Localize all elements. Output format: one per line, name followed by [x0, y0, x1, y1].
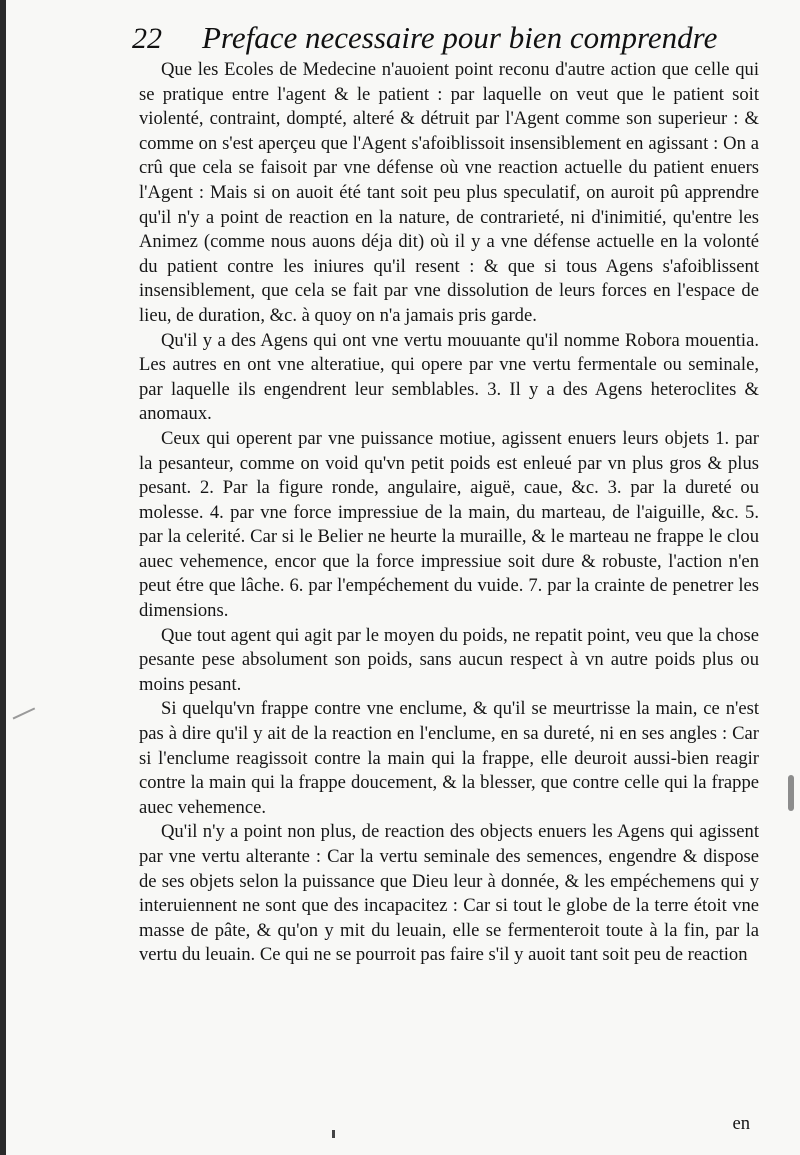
margin-mark [788, 775, 794, 811]
paragraph: Qu'il y a des Agens qui ont vne vertu mouuante qu'il nomme Robora mouentia. Les autres en ont vne alteratiue, qui opere par vne vertu fermentale ou seminale, par laquelle ils engendrent leur semblables. 3. Il y a des Agens heteroclites & anomaux. [139, 329, 759, 425]
running-head: Preface necessaire pour bien comprendre [202, 20, 718, 55]
body-text [139, 58, 759, 968]
page-header [124, 14, 764, 58]
margin-mark [13, 707, 40, 728]
paragraph: Qu'il n'y a point non plus, de reaction des objects enuers les Agens qui agissent par vne vertu alterante : Car la vertu seminale des semences, engendre & dispose de ses objets selon la puissance que Dieu leur à donnée, & les empéchemens qui y interuiennent ne sont que des incapacitez : Car si tout le globe de la terre étoit vne masse de pâte, & qu'on y mit du leuain, elle se fermenteroit toute à la fin, par la vertu du leuain. Ce qui ne se pourroit pas faire s'il y auoit tant soit peu de reaction [139, 821, 759, 966]
paragraph: Que tout agent qui agit par le moyen du poids, ne repatit point, veu que la chose pesante pese absolument son poids, sans aucun respect à vn autre poids plus ou moins pesant. [139, 624, 759, 695]
paragraph: Si quelqu'vn frappe contre vne enclume, & qu'il se meurtrisse la main, ce n'est pas à dire qu'il y ait de la reaction en l'enclume, en sa dureté, ni en ses angles : Car si l'enclume reagissoit contre la main qui la frappe, elle deuroit aussi-bien reagir contre la main qui la frappe doucement, & la blesser, que contre celle qui la frappe auec vehemence. [139, 698, 759, 818]
paragraph: Que les Ecoles de Medecine n'auoient point reconu d'autre action que celle qui se pratique entre l'agent & le patient : par laquelle on veut que le patient soit violenté, contraint, dompté, alteré & détruit par l'Agent comme son superieur : & comme on s'est aperçeu que l'Agent s'afoiblissoit insensiblement en agissant : On a crû que cela se faisoit par vne défense où vne reaction actuelle du patient enuers l'Agent : Mais si on auoit été tant soit peu plus speculatif, on auroit pû apprendre qu'il n'y a point de reaction en la nature, de contrarieté, ni d'inimitié, qu'entre les Animez (comme nous auons déja dit) où il y a vne défense actuelle en la volonté du patient contre les iniures qu'il resent : & que si tous Agens s'afoiblissent insensiblement, que cela se fait par vne dissolution de leurs forces en l'espace de lieu, de duration, &c. à quoy on n'a jamais pris garde. [139, 59, 759, 326]
margin-mark [332, 1130, 335, 1138]
paragraph: Ceux qui operent par vne puissance motiue, agissent enuers leurs objets 1. par la pesanteur, comme on void qu'vn petit poids est enleué par vn plus gros & plus pesant. 2. Par la figure ronde, angulaire, aiguë, caue, &c. 3. par la dureté ou molesse. 4. par vne force impressiue de la main, du marteau, de l'aiguille, &c. 5. par la celerité. Car si le Belier ne heurte la muraille, & le marteau ne frappe le clou auec vehemence, encor que la force impressiue soit dure & robuste, l'action n'en peut étre que lâche. 6. par l'empéchement du vuide. 7. par la crainte de penetrer les dimensions. [139, 427, 759, 622]
catchword: en [732, 1113, 750, 1134]
page-number: 22 [132, 22, 162, 55]
